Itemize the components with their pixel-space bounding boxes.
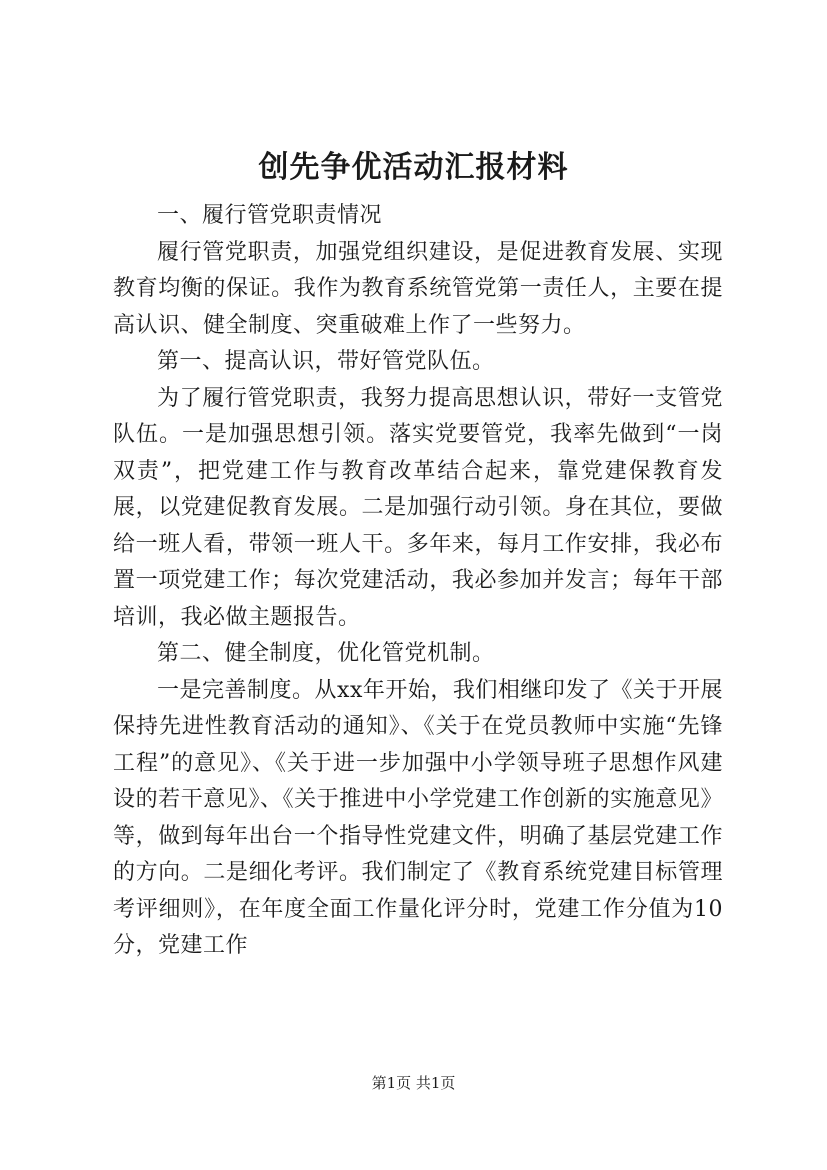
body-paragraph: 一是完善制度。从xx年开始，我们相继印发了《关于开展保持先进性教育活动的通知》、《关于在党员教师中实施“先锋工程”的意见》、《关于进一步加强中小学领导班子思想作风建设的若干意见》、《关于推进中小学党建工作创新的实施意见》等，做到每年出台一个指导性党建文件，明确了基层党建工作的方向。二是细化考评。我们制定了《教育系统党建目标管理考评细则》，在年度全面工作量化评分时，党建工作分值为10分，党建工作	[113, 677, 723, 958]
page-number-footer: 第1页 共1页	[371, 1074, 456, 1092]
document-title: 创先争优活动汇报材料	[258, 150, 569, 185]
body-paragraph: 为了履行管党职责，我努力提高思想认识，带好一支管党队伍。一是加强思想引领。落实党要管党，我率先做到“一岗双责”，把党建工作与教育改革结合起来，靠党建保教育发展，以党建促教育发展。二是加强行动引领。身在其位，要做给一班人看，带领一班人干。多年来，每月工作安排，我必布置一项党建工作；每次党建活动，我必参加并发言；每年干部培训，我必做主题报告。	[113, 385, 723, 630]
document-body	[113, 198, 723, 965]
subsection-heading: 第二、健全制度，优化管党机制。	[157, 641, 495, 666]
subsection-heading: 第一、提高认识，带好管党队伍。	[157, 349, 495, 374]
section-heading: 一、履行管党职责情况	[157, 203, 383, 228]
body-paragraph: 履行管党职责，加强党组织建设，是促进教育发展、实现教育均衡的保证。我作为教育系统管党第一责任人，主要在提高认识、健全制度、突重破难上作了一些努力。	[113, 239, 723, 338]
